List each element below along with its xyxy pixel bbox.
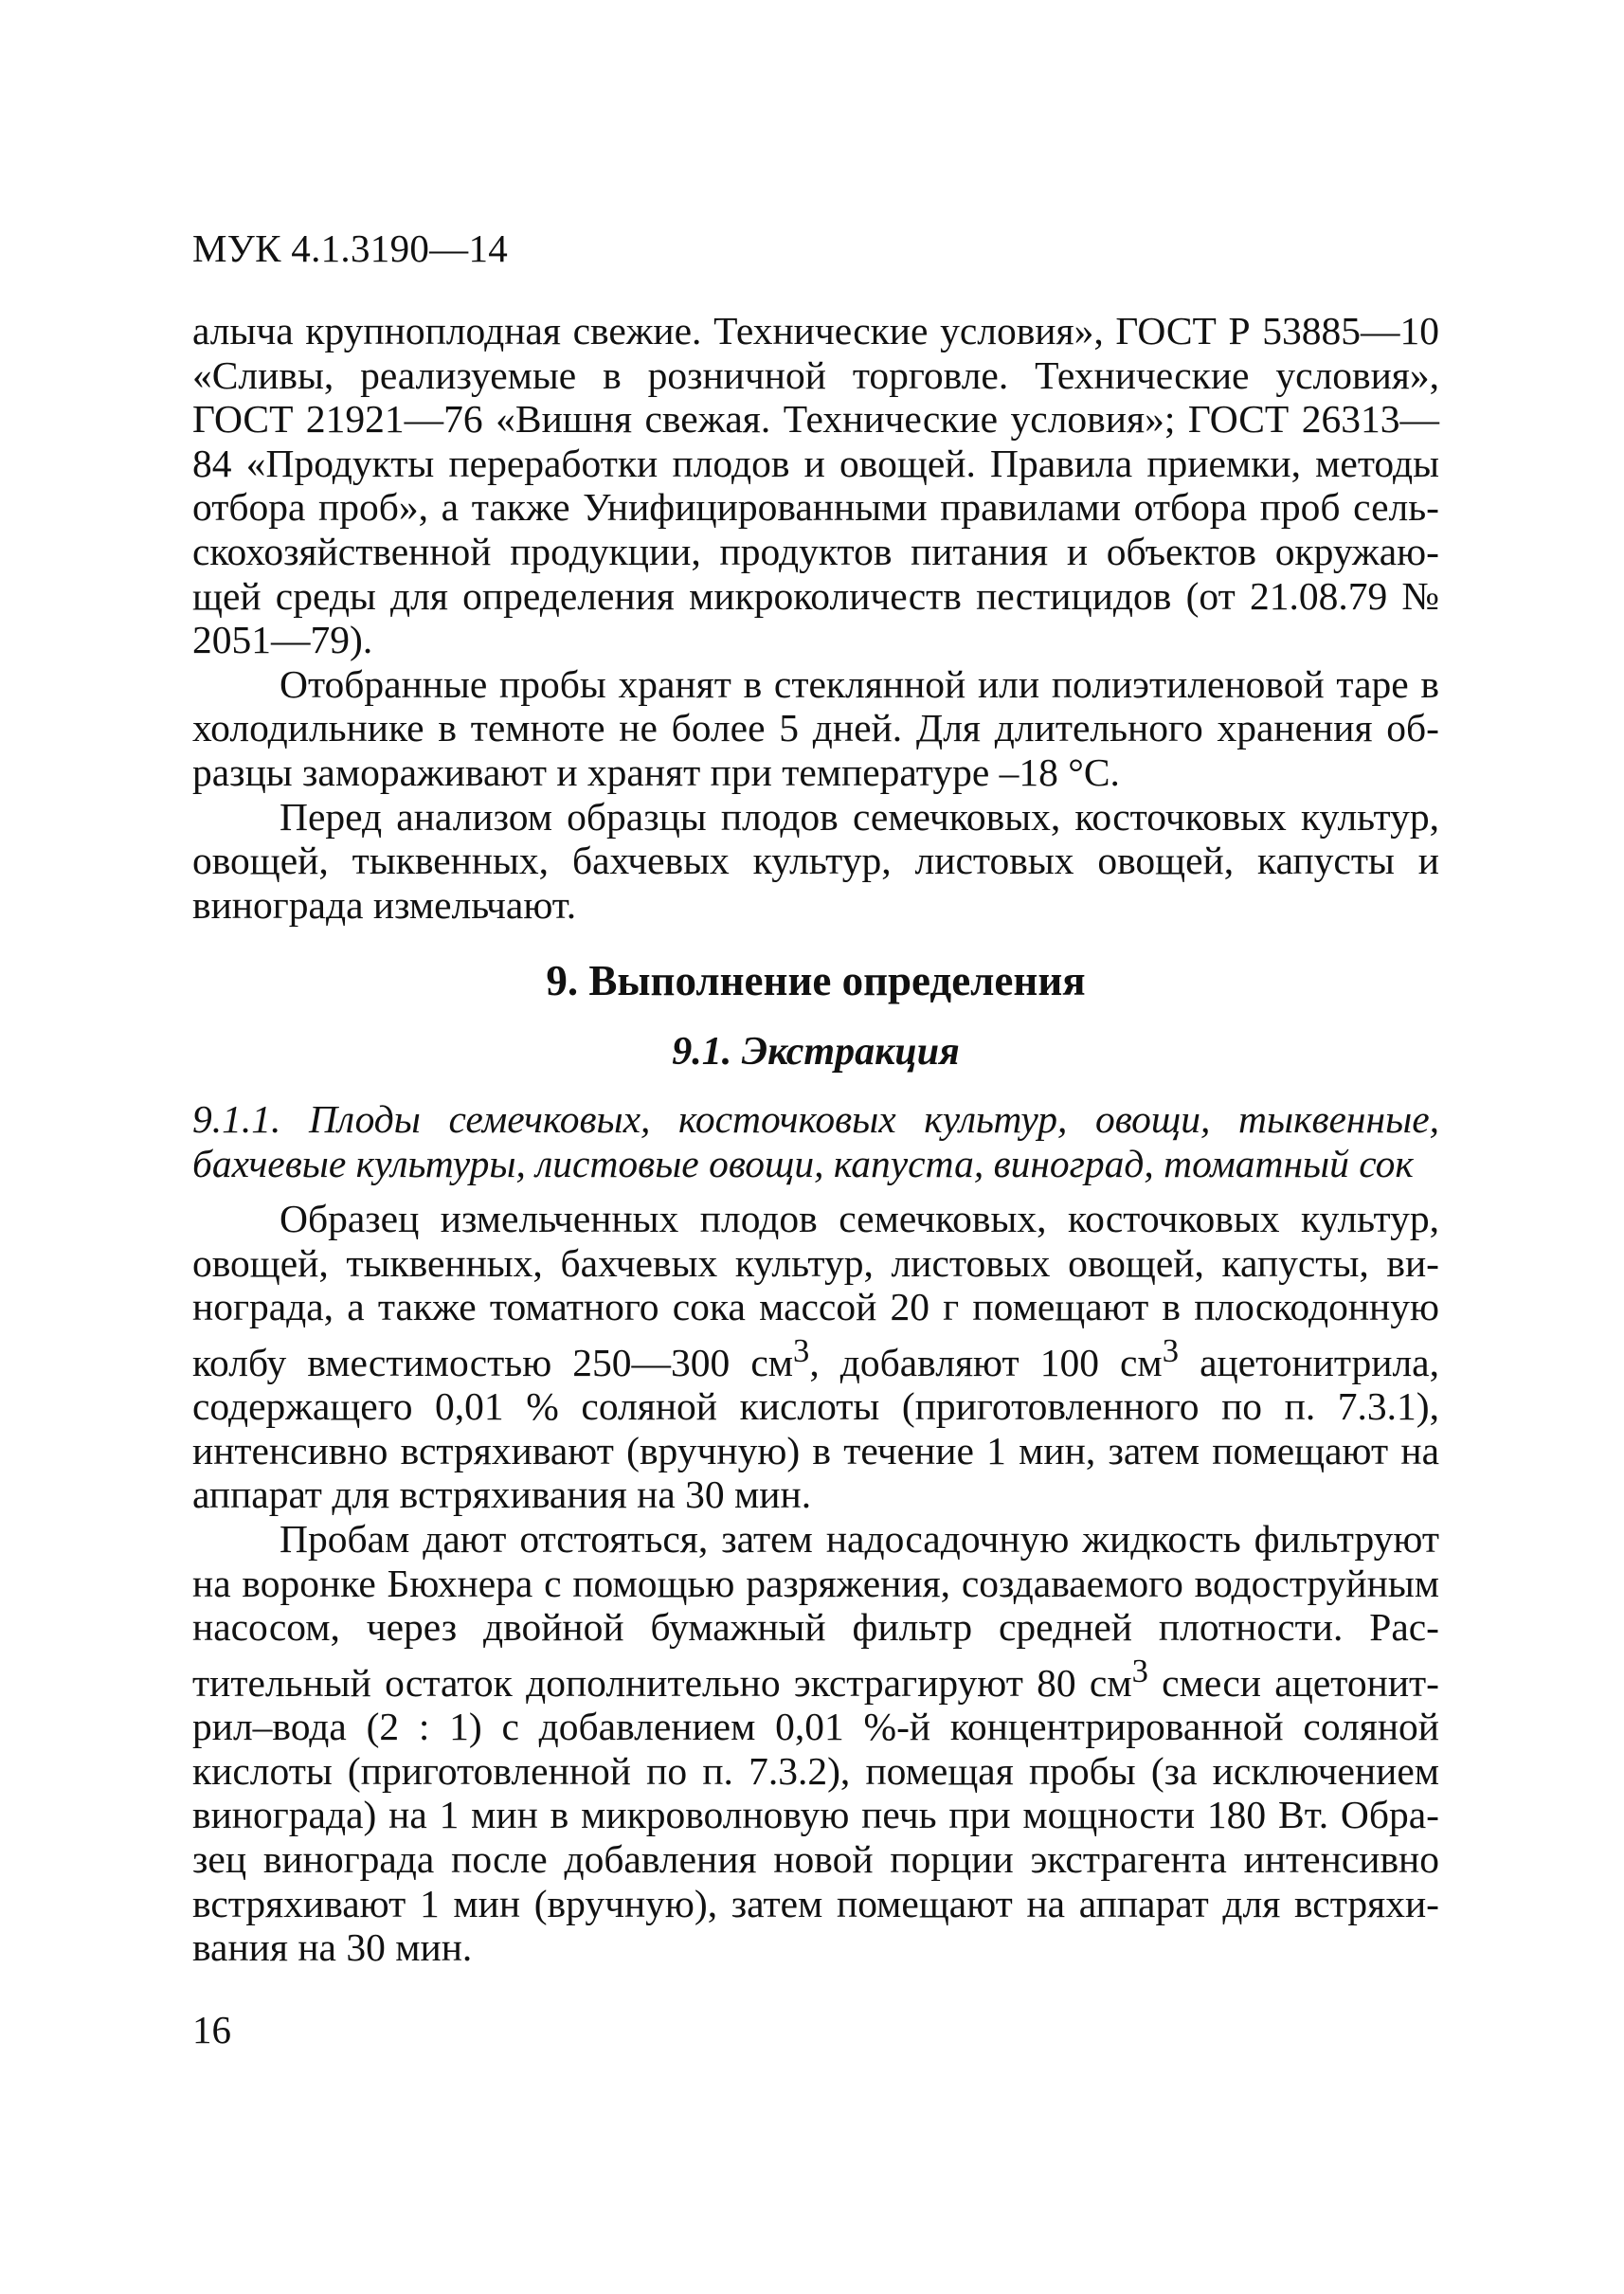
superscript: 3	[1162, 1332, 1179, 1369]
text-run: , добавляют 100 см	[809, 1340, 1163, 1384]
text-run: Образец измельченных плодов семечковых, косточковых культур, овощей, тыквенных, бахчевых культур, листовых овощей, капусты, винограда, а также томатного сока массой 20 г помещают в плоскодонную колбу вместимостью 250—300 см	[192, 1197, 1439, 1384]
document-code-header: МУК 4.1.3190—14	[192, 226, 509, 270]
section-heading: 9. Выполнение определения	[546, 957, 1086, 1004]
superscript: 3	[1131, 1653, 1148, 1689]
paragraph-sampling-continued: алыча крупноплодная свежие. Технические условия», ГОСТ Р 53885—10 «Сливы, реализуемые в розничной торговле. Технические условия», ГОСТ 21921—76 «Вишня свежая. Технические условия»; ГОСТ 26313—84 «Продукты переработки плодов и овощей. Правила приемки, методы отбора проб», а также Унифицированными правилами отбора проб сельскохозяйственной продукции, продуктов питания и объектов окружающей среды для определения микроколичеств пестицидов (от 21.08.79 № 2051—79).	[192, 309, 1439, 662]
paragraph-storage: Отобранные пробы хранят в стеклянной или полиэтиленовой таре в холодильнике в темноте не более 5 дней. Для длительного хранения образцы замораживают и хранят при температуре –18 °С.	[192, 661, 1439, 794]
page-number: 16	[192, 2008, 231, 2051]
superscript: 3	[793, 1332, 810, 1369]
subsubsection-heading: 9.1.1. Плоды семечковых, косточковых культур, овощи, тыквенные, бахчевые культуры, листовые овощи, капуста, виноград, томатный сок	[192, 1097, 1439, 1185]
text-run: смеси ацетонитрил–вода (2 : 1) с добавлением 0,01 %-й концентрированной соляной кислоты (приготовленной по п. 7.3.2), помещая пробы (за исключением винограда) на 1 мин в микроволновую печь при мощности 180 Вт. Образец винограда после добавления новой порции экстрагента интенсивно встряхивают 1 мин (вручную), затем помещают на аппарат для встряхивания на 30 мин.	[192, 1660, 1439, 1970]
paragraph-extraction-2	[192, 1517, 1439, 1970]
paragraph-grinding: Перед анализом образцы плодов семечковых, косточковых культур, овощей, тыквенных, бахчевых культур, листовых овощей, капусты и винограда измельчают.	[192, 794, 1439, 927]
paragraph-extraction-1	[192, 1197, 1439, 1517]
text-block-extraction	[192, 1197, 1439, 1970]
text-run: ацетонитрила, содержащего 0,01 % соляной кислоты (приготовленного по п. 7.3.1), интенсивно встряхивают (вручную) в течение 1 мин, затем помещают на аппарат для встряхивания на 30 мин.	[192, 1340, 1439, 1517]
text-run: Пробам дают отстояться, затем надосадочную жидкость фильтруют на воронке Бюхнера с помощью разряжения, создаваемого водоструйным насосом, через двойной бумажный фильтр средней плотности. Растительный остаток дополнительно экстрагируют 80 см	[192, 1516, 1439, 1705]
subsection-heading: 9.1. Экстракция	[672, 1030, 960, 1074]
text-block-sampling	[192, 309, 1439, 927]
